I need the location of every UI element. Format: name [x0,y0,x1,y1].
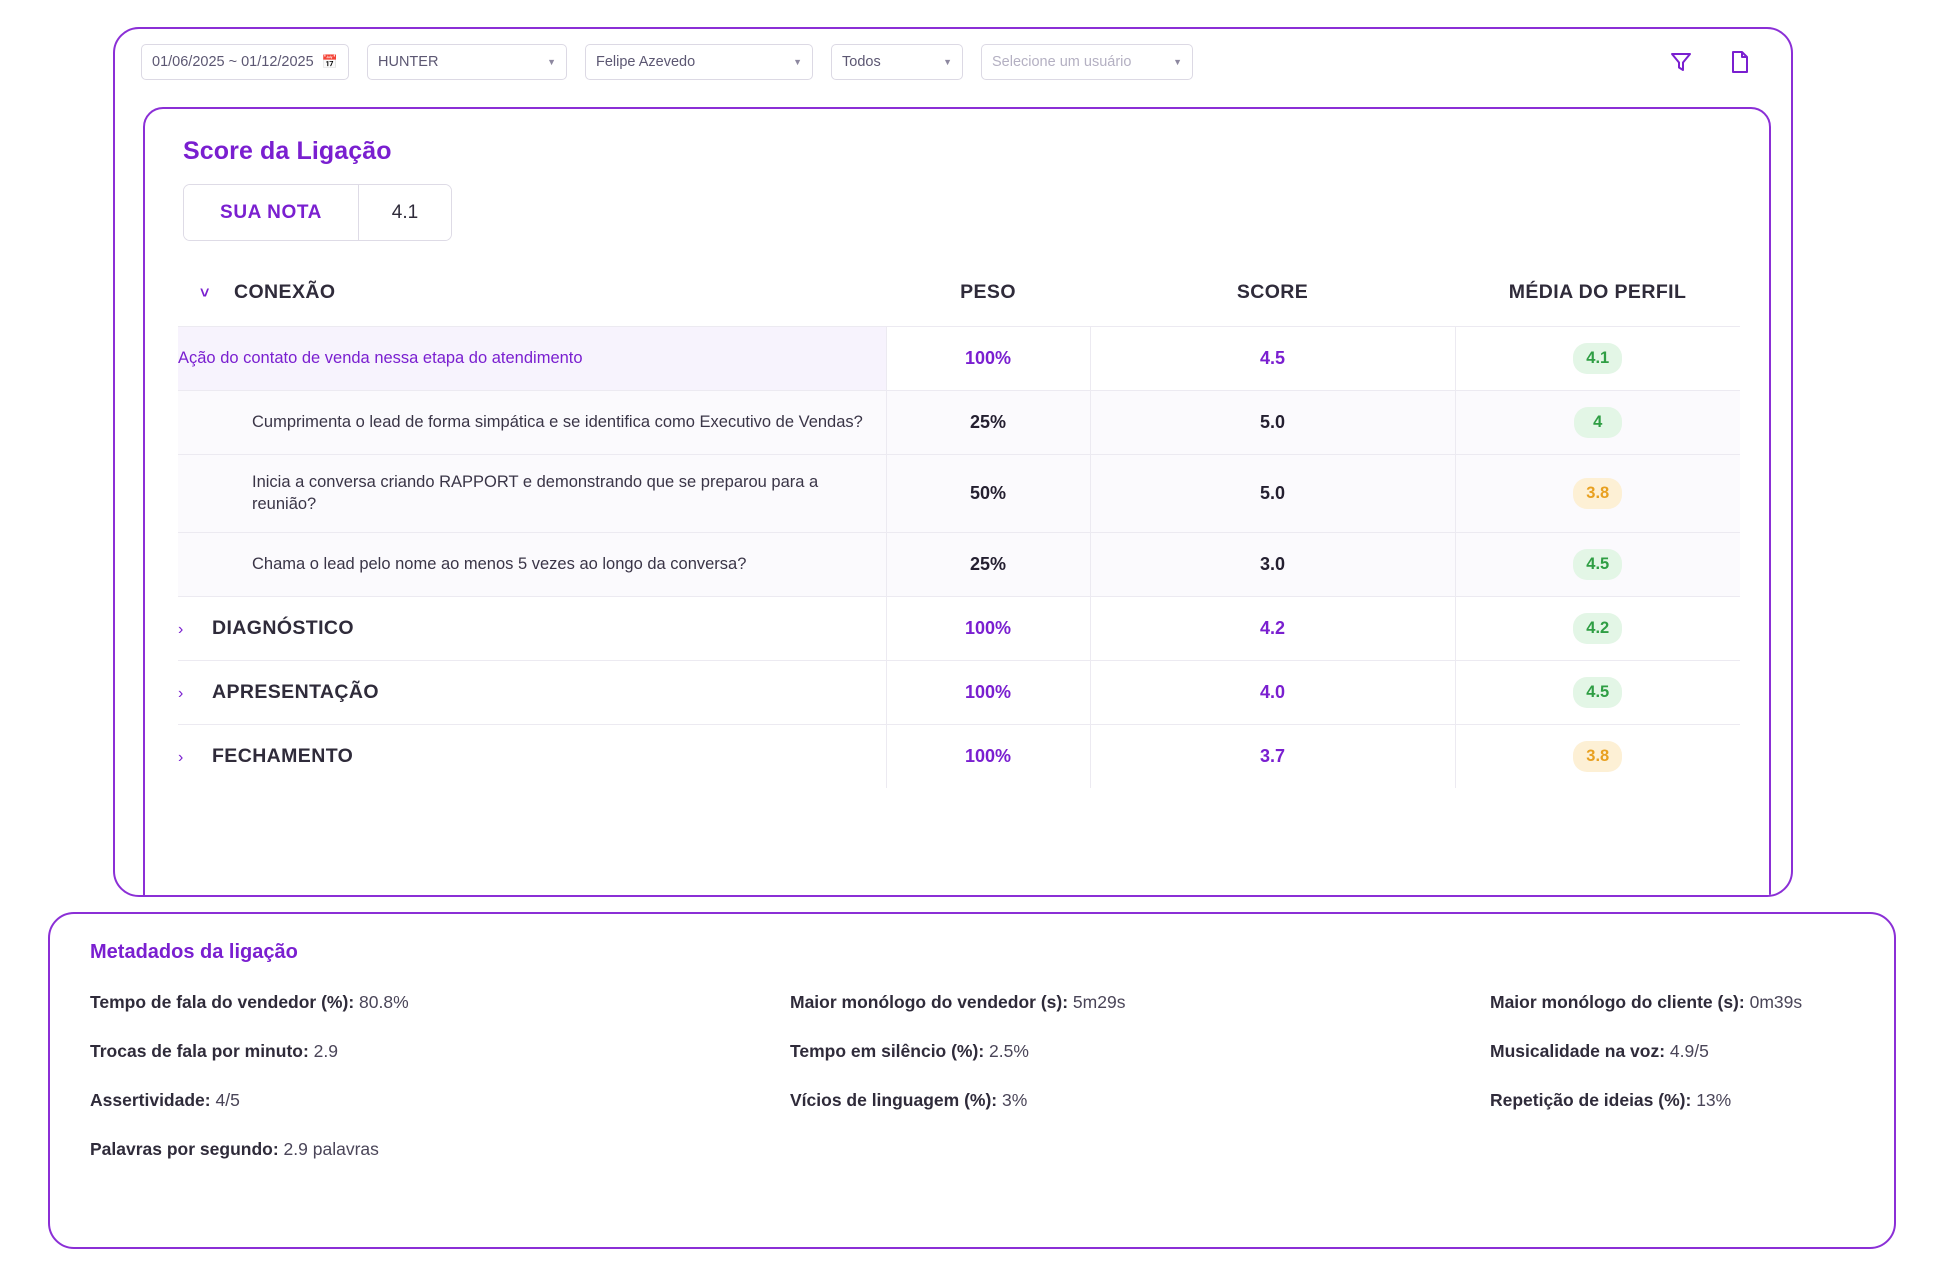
sua-nota-chip [183,184,452,241]
filter-toolbar [115,29,1791,95]
chevron-right-icon[interactable]: › [178,620,184,638]
row-label: Cumprimenta o lead de forma simpática e se identifica como Executivo de Vendas? [178,391,886,455]
metadata-grid [90,992,1864,1160]
score-table [178,267,1740,788]
chevron-down-icon: ▼ [1173,57,1182,67]
table-row-category-apresentacao[interactable] [178,660,1740,724]
chevron-down-icon[interactable]: ˅ [200,285,210,302]
toolbar-actions [1669,50,1765,74]
row-peso: 100% [886,327,1090,391]
page-title: Score da Ligação [183,137,392,165]
table-row[interactable] [178,327,1740,391]
metadata-value: 2.5% [989,1041,1029,1061]
metadata-key: Tempo de fala do vendedor (%): [90,992,355,1012]
chevron-down-icon: ▼ [547,57,556,67]
table-row-category-fechamento[interactable] [178,724,1740,788]
role-filter-value: HUNTER [378,54,439,70]
funnel-filter-icon[interactable] [1669,50,1693,74]
row-peso: 25% [886,532,1090,596]
table-row[interactable] [178,455,1740,533]
metadata-item [1490,1041,1864,1062]
metadata-key: Vícios de linguagem (%): [790,1090,998,1110]
metadata-value: 4.9/5 [1669,1041,1709,1061]
metadata-key: Repetição de ideias (%): [1490,1090,1692,1110]
row-media: 4.5 [1455,660,1740,724]
score-panel [143,107,1771,897]
row-score: 4.5 [1090,327,1455,391]
chevron-down-icon: ▼ [943,57,952,67]
column-header-peso: PESO [960,281,1016,303]
row-score: 5.0 [1090,391,1455,455]
metadata-item [90,1041,790,1062]
metadata-value: 4/5 [215,1090,240,1110]
row-peso: 100% [886,660,1090,724]
metadata-item [1490,1090,1864,1111]
user-select-filter[interactable] [981,44,1193,80]
row-score: 5.0 [1090,455,1455,533]
row-score: 3.0 [1090,532,1455,596]
row-media: 4.2 [1455,596,1740,660]
row-peso: 100% [886,596,1090,660]
metadata-value: 13% [1696,1090,1732,1110]
row-media: 4 [1455,391,1740,455]
report-document-icon[interactable] [1729,50,1751,74]
table-row-category-diagnostico[interactable] [178,596,1740,660]
user-filter[interactable] [585,44,813,80]
date-range-filter[interactable] [141,44,349,80]
metadata-key: Tempo em silêncio (%): [790,1041,985,1061]
metadata-key: Maior monólogo do vendedor (s): [790,992,1069,1012]
chevron-down-icon: ▼ [793,57,802,67]
row-label: Ação do contato de venda nessa etapa do atendimento [178,327,886,391]
category-label: APRESENTAÇÃO [212,680,379,703]
user-filter-value: Felipe Azevedo [596,54,696,70]
sua-nota-label: SUA NOTA [184,185,359,240]
row-media: 3.8 [1455,724,1740,788]
metadata-key: Palavras por segundo: [90,1139,279,1159]
metadata-item [90,1139,790,1160]
metadata-item [90,992,790,1013]
analytics-app-card [113,27,1793,897]
category-header-label: CONEXÃO [234,281,336,303]
role-filter[interactable] [367,44,567,80]
date-range-value: 01/06/2025 ~ 01/12/2025 [152,54,314,70]
metadata-title: Metadados da ligação [90,941,298,963]
category-toggle[interactable] [178,724,886,788]
metadata-value: 3% [1002,1090,1028,1110]
column-header-media: MÉDIA DO PERFIL [1508,281,1687,303]
user-select-placeholder: Selecione um usuário [992,54,1132,70]
metadata-key: Maior monólogo do cliente (s): [1490,992,1745,1012]
row-label: Chama o lead pelo nome ao menos 5 vezes ao longo da conversa? [178,532,886,596]
metadata-value: 2.9 palavras [283,1139,379,1159]
metadata-item [790,1090,1490,1111]
row-score: 4.0 [1090,660,1455,724]
table-row[interactable] [178,391,1740,455]
metadata-value: 2.9 [313,1041,338,1061]
row-media: 3.8 [1455,455,1740,533]
row-score: 4.2 [1090,596,1455,660]
category-label: DIAGNÓSTICO [212,616,354,639]
row-media: 4.1 [1455,327,1740,391]
row-peso: 50% [886,455,1090,533]
calendar-icon[interactable]: 📅 [321,54,338,69]
metadata-item [90,1090,790,1111]
metadata-value: 0m39s [1749,992,1803,1012]
call-metadata-card [48,912,1896,1249]
metadata-key: Trocas de fala por minuto: [90,1041,309,1061]
sua-nota-value: 4.1 [359,185,451,240]
metadata-item [790,1041,1490,1062]
metadata-key: Musicalidade na voz: [1490,1041,1666,1061]
category-toggle[interactable] [178,596,886,660]
category-toggle[interactable] [178,660,886,724]
category-header-conexao[interactable] [178,267,886,327]
chevron-right-icon[interactable]: › [178,748,184,766]
scope-filter-value: Todos [842,54,881,70]
metadata-key: Assertividade: [90,1090,211,1110]
category-label: FECHAMENTO [212,744,354,767]
table-header-row [178,267,1740,327]
row-media: 4.5 [1455,532,1740,596]
row-peso: 100% [886,724,1090,788]
chevron-right-icon[interactable]: › [178,684,184,702]
row-score: 3.7 [1090,724,1455,788]
metadata-value: 80.8% [359,992,409,1012]
table-row[interactable] [178,532,1740,596]
metadata-value: 5m29s [1072,992,1126,1012]
row-peso: 25% [886,391,1090,455]
metadata-item [1490,992,1864,1013]
metadata-item [790,992,1490,1013]
row-label: Inicia a conversa criando RAPPORT e demonstrando que se preparou para a reunião? [178,455,886,533]
scope-filter[interactable] [831,44,963,80]
column-header-score: SCORE [1236,281,1309,303]
